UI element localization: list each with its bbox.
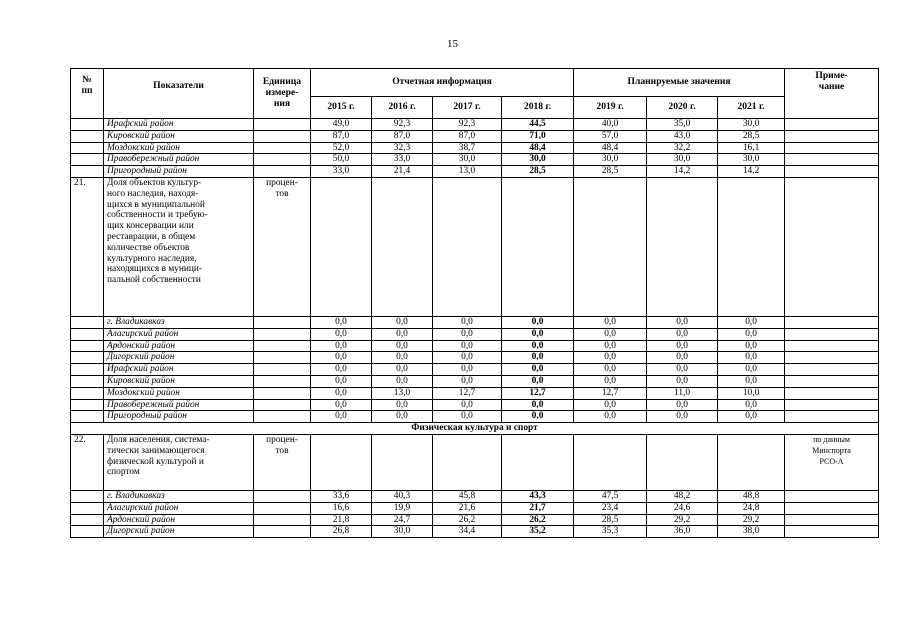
- header-year: 2018 г.: [502, 97, 574, 119]
- note-cell: [785, 490, 879, 502]
- value-cell: 24,7: [372, 514, 433, 526]
- table-row: [71, 514, 879, 526]
- num-cell: [71, 375, 104, 387]
- value-cell: 0,0: [433, 399, 502, 411]
- header-year: 2019 г.: [574, 97, 647, 119]
- value-cell: 33,0: [372, 154, 433, 166]
- district-name: Правобережный район: [104, 154, 254, 166]
- table-row: [71, 375, 879, 387]
- value-cell: 16,1: [718, 142, 785, 154]
- value-cell: 45,8: [433, 490, 502, 502]
- unit-text: процен- тов: [254, 177, 311, 316]
- table-row: [71, 352, 879, 364]
- value-cell: 0,0: [433, 328, 502, 340]
- value-cell: 30,0: [433, 154, 502, 166]
- unit-cell: [254, 352, 311, 364]
- note-cell: [785, 352, 879, 364]
- value-cell: 30,0: [372, 526, 433, 538]
- value-cell: [647, 434, 718, 490]
- unit-cell: [254, 142, 311, 154]
- value-cell: 0,0: [502, 364, 574, 376]
- value-cell: 0,0: [502, 375, 574, 387]
- value-cell: 28,5: [718, 130, 785, 142]
- value-cell: 12,7: [574, 387, 647, 399]
- unit-cell: [254, 502, 311, 514]
- value-cell: 0,0: [647, 316, 718, 328]
- value-cell: 14,2: [718, 166, 785, 178]
- value-cell: 0,0: [433, 340, 502, 352]
- header-planned: Планируемые значения: [574, 69, 785, 97]
- table-row: [71, 142, 879, 154]
- num-cell: [71, 166, 104, 178]
- table-row: [71, 399, 879, 411]
- value-cell: 10,0: [718, 387, 785, 399]
- value-cell: 0,0: [433, 375, 502, 387]
- note-cell: [785, 387, 879, 399]
- value-cell: 92,3: [372, 119, 433, 131]
- value-cell: 47,5: [574, 490, 647, 502]
- district-name: Правобережный район: [104, 399, 254, 411]
- note-cell: [785, 316, 879, 328]
- value-cell: 0,0: [718, 364, 785, 376]
- value-cell: 0,0: [372, 364, 433, 376]
- district-name: Алагирский район: [104, 502, 254, 514]
- value-cell: 0,0: [574, 328, 647, 340]
- indicator-text: Доля населения, система- тически занимающегося физической культурой и спортом: [104, 434, 254, 490]
- value-cell: 13,0: [433, 166, 502, 178]
- note-cell: [785, 399, 879, 411]
- value-cell: 0,0: [574, 399, 647, 411]
- num-cell: [71, 364, 104, 376]
- num-cell: [71, 490, 104, 502]
- district-name: Моздокский район: [104, 387, 254, 399]
- value-cell: 0,0: [718, 399, 785, 411]
- value-cell: 0,0: [502, 399, 574, 411]
- value-cell: 0,0: [311, 375, 372, 387]
- district-name: Пригородный район: [104, 166, 254, 178]
- value-cell: 0,0: [502, 352, 574, 364]
- header-year: 2015 г.: [311, 97, 372, 119]
- value-cell: 87,0: [372, 130, 433, 142]
- value-cell: 0,0: [433, 411, 502, 423]
- value-cell: 0,0: [372, 328, 433, 340]
- value-cell: 0,0: [718, 316, 785, 328]
- unit-text: процен- тов: [254, 434, 311, 490]
- district-name: Ардонский район: [104, 514, 254, 526]
- value-cell: 0,0: [502, 411, 574, 423]
- value-cell: 0,0: [718, 375, 785, 387]
- value-cell: 28,5: [574, 166, 647, 178]
- value-cell: 28,5: [502, 166, 574, 178]
- value-cell: 0,0: [718, 352, 785, 364]
- num-cell: [71, 514, 104, 526]
- num-cell: [71, 526, 104, 538]
- value-cell: 21,7: [502, 502, 574, 514]
- note-cell: [785, 130, 879, 142]
- value-cell: 0,0: [574, 352, 647, 364]
- district-name: Моздокский район: [104, 142, 254, 154]
- value-cell: 0,0: [718, 328, 785, 340]
- value-cell: 0,0: [372, 316, 433, 328]
- table-row: [71, 490, 879, 502]
- num-cell: [71, 352, 104, 364]
- value-cell: 0,0: [433, 352, 502, 364]
- value-cell: 0,0: [718, 340, 785, 352]
- value-cell: 14,2: [647, 166, 718, 178]
- table-row: [71, 130, 879, 142]
- value-cell: 32,3: [372, 142, 433, 154]
- num-cell: [71, 502, 104, 514]
- value-cell: [574, 177, 647, 316]
- table-row: [71, 364, 879, 376]
- value-cell: 48,8: [718, 490, 785, 502]
- district-name: Ирафский район: [104, 119, 254, 131]
- value-cell: 32,2: [647, 142, 718, 154]
- value-cell: 0,0: [311, 328, 372, 340]
- district-name: Ардонский район: [104, 340, 254, 352]
- value-cell: 23,4: [574, 502, 647, 514]
- unit-cell: [254, 130, 311, 142]
- value-cell: 87,0: [311, 130, 372, 142]
- item-number: 21.: [71, 177, 104, 316]
- value-cell: 24,6: [647, 502, 718, 514]
- note-cell: [785, 502, 879, 514]
- value-cell: 21,8: [311, 514, 372, 526]
- header-year: 2020 г.: [647, 97, 718, 119]
- unit-cell: [254, 119, 311, 131]
- value-cell: 0,0: [647, 411, 718, 423]
- value-cell: 16,6: [311, 502, 372, 514]
- value-cell: [311, 434, 372, 490]
- value-cell: 24,8: [718, 502, 785, 514]
- value-cell: 35,0: [647, 119, 718, 131]
- value-cell: 0,0: [372, 375, 433, 387]
- value-cell: 0,0: [433, 364, 502, 376]
- unit-cell: [254, 154, 311, 166]
- note-cell: [785, 526, 879, 538]
- value-cell: 21,6: [433, 502, 502, 514]
- header-year: 2017 г.: [433, 97, 502, 119]
- value-cell: 0,0: [574, 340, 647, 352]
- value-cell: [647, 177, 718, 316]
- unit-cell: [254, 364, 311, 376]
- unit-cell: [254, 526, 311, 538]
- value-cell: 71,0: [502, 130, 574, 142]
- section-row: [71, 423, 879, 435]
- num-cell: [71, 130, 104, 142]
- value-cell: 19,9: [372, 502, 433, 514]
- value-cell: [372, 434, 433, 490]
- num-cell: [71, 142, 104, 154]
- value-cell: 0,0: [647, 328, 718, 340]
- unit-cell: [254, 387, 311, 399]
- header-indicators: Показатели: [104, 69, 254, 119]
- value-cell: 48,4: [574, 142, 647, 154]
- value-cell: 0,0: [647, 375, 718, 387]
- unit-cell: [254, 514, 311, 526]
- value-cell: 0,0: [311, 364, 372, 376]
- table-row: [71, 316, 879, 328]
- value-cell: [574, 434, 647, 490]
- value-cell: 0,0: [372, 411, 433, 423]
- value-cell: [718, 177, 785, 316]
- note-text: по данным Минспорта РСО-А: [785, 434, 879, 490]
- value-cell: 0,0: [311, 387, 372, 399]
- table-row: [71, 340, 879, 352]
- unit-cell: [254, 399, 311, 411]
- value-cell: 30,0: [502, 154, 574, 166]
- unit-cell: [254, 340, 311, 352]
- header-num: № пп: [71, 69, 104, 119]
- value-cell: 12,7: [433, 387, 502, 399]
- value-cell: 11,0: [647, 387, 718, 399]
- table-row: [71, 387, 879, 399]
- value-cell: 0,0: [574, 364, 647, 376]
- value-cell: 28,5: [574, 514, 647, 526]
- value-cell: 52,0: [311, 142, 372, 154]
- value-cell: 0,0: [311, 411, 372, 423]
- value-cell: 92,3: [433, 119, 502, 131]
- value-cell: 33,6: [311, 490, 372, 502]
- note-cell: [785, 166, 879, 178]
- section-title: Физическая культура и спорт: [71, 423, 879, 435]
- num-cell: [71, 316, 104, 328]
- value-cell: 26,8: [311, 526, 372, 538]
- table-row: [71, 328, 879, 340]
- header-unit: Единица измере- ния: [254, 69, 311, 119]
- value-cell: 50,0: [311, 154, 372, 166]
- value-cell: 34,4: [433, 526, 502, 538]
- value-cell: 0,0: [311, 316, 372, 328]
- value-cell: 21,4: [372, 166, 433, 178]
- value-cell: [502, 177, 574, 316]
- value-cell: 43,0: [647, 130, 718, 142]
- unit-cell: [254, 375, 311, 387]
- value-cell: 0,0: [372, 399, 433, 411]
- district-name: Дигорский район: [104, 526, 254, 538]
- value-cell: 48,4: [502, 142, 574, 154]
- table-row: [71, 166, 879, 178]
- district-name: Пригородный район: [104, 411, 254, 423]
- value-cell: 38,0: [718, 526, 785, 538]
- unit-cell: [254, 328, 311, 340]
- header-year: 2021 г.: [718, 97, 785, 119]
- value-cell: 0,0: [647, 399, 718, 411]
- district-name: Ирафский район: [104, 364, 254, 376]
- value-cell: 48,2: [647, 490, 718, 502]
- header-note: Приме- чание: [785, 69, 879, 119]
- value-cell: 33,0: [311, 166, 372, 178]
- value-cell: 12,7: [502, 387, 574, 399]
- indicators-table: [70, 68, 879, 538]
- note-cell: [785, 154, 879, 166]
- note-cell: [785, 340, 879, 352]
- value-cell: [433, 434, 502, 490]
- value-cell: 49,0: [311, 119, 372, 131]
- value-cell: 0,0: [433, 316, 502, 328]
- value-cell: 0,0: [372, 340, 433, 352]
- value-cell: [718, 434, 785, 490]
- value-cell: 44,5: [502, 119, 574, 131]
- table-row: [71, 411, 879, 423]
- value-cell: [372, 177, 433, 316]
- table-row: [71, 154, 879, 166]
- value-cell: 30,0: [574, 154, 647, 166]
- header-reported: Отчетная информация: [311, 69, 574, 97]
- num-cell: [71, 328, 104, 340]
- value-cell: 29,2: [647, 514, 718, 526]
- table-row: [71, 119, 879, 131]
- value-cell: 0,0: [647, 364, 718, 376]
- value-cell: 0,0: [502, 328, 574, 340]
- value-cell: 0,0: [311, 399, 372, 411]
- table-row: [71, 502, 879, 514]
- value-cell: 0,0: [574, 375, 647, 387]
- value-cell: 0,0: [502, 340, 574, 352]
- value-cell: 0,0: [647, 340, 718, 352]
- note-cell: [785, 411, 879, 423]
- value-cell: 57,0: [574, 130, 647, 142]
- indicator-row: [71, 177, 879, 316]
- note-cell: [785, 328, 879, 340]
- item-number: 22.: [71, 434, 104, 490]
- note-cell: [785, 364, 879, 376]
- value-cell: 0,0: [502, 316, 574, 328]
- value-cell: 0,0: [647, 352, 718, 364]
- header-year: 2016 г.: [372, 97, 433, 119]
- unit-cell: [254, 490, 311, 502]
- value-cell: [502, 434, 574, 490]
- district-name: г. Владикавказ: [104, 316, 254, 328]
- value-cell: 0,0: [311, 352, 372, 364]
- value-cell: 30,0: [718, 154, 785, 166]
- value-cell: 29,2: [718, 514, 785, 526]
- district-name: Кировский район: [104, 375, 254, 387]
- district-name: Дигорский район: [104, 352, 254, 364]
- value-cell: 0,0: [372, 352, 433, 364]
- note-cell: [785, 514, 879, 526]
- value-cell: 35,2: [502, 526, 574, 538]
- num-cell: [71, 119, 104, 131]
- value-cell: 26,2: [502, 514, 574, 526]
- value-cell: 26,2: [433, 514, 502, 526]
- note-cell: [785, 119, 879, 131]
- num-cell: [71, 399, 104, 411]
- unit-cell: [254, 316, 311, 328]
- value-cell: 36,0: [647, 526, 718, 538]
- value-cell: 30,0: [647, 154, 718, 166]
- value-cell: 43,3: [502, 490, 574, 502]
- unit-cell: [254, 411, 311, 423]
- num-cell: [71, 340, 104, 352]
- value-cell: 13,0: [372, 387, 433, 399]
- value-cell: 38,7: [433, 142, 502, 154]
- indicator-row: [71, 434, 879, 490]
- value-cell: 0,0: [718, 411, 785, 423]
- value-cell: 87,0: [433, 130, 502, 142]
- value-cell: 0,0: [574, 411, 647, 423]
- value-cell: [433, 177, 502, 316]
- value-cell: [311, 177, 372, 316]
- district-name: Кировский район: [104, 130, 254, 142]
- note-cell: [785, 142, 879, 154]
- note-text: [785, 177, 879, 316]
- value-cell: 30,0: [718, 119, 785, 131]
- value-cell: 35,3: [574, 526, 647, 538]
- value-cell: 40,0: [574, 119, 647, 131]
- num-cell: [71, 387, 104, 399]
- indicator-text: Доля объектов культур- ного наследия, находя- щихся в муниципальной собственности и требую- щих консервации или реставрации, в общем количестве объектов культурного наследия, находящихся в муници- пальной собственности: [104, 177, 254, 316]
- num-cell: [71, 411, 104, 423]
- note-cell: [785, 375, 879, 387]
- district-name: г. Владикавказ: [104, 490, 254, 502]
- unit-cell: [254, 166, 311, 178]
- value-cell: 40,3: [372, 490, 433, 502]
- page-number: 15: [447, 38, 458, 50]
- table-row: [71, 526, 879, 538]
- district-name: Алагирский район: [104, 328, 254, 340]
- value-cell: 0,0: [574, 316, 647, 328]
- value-cell: 0,0: [311, 340, 372, 352]
- num-cell: [71, 154, 104, 166]
